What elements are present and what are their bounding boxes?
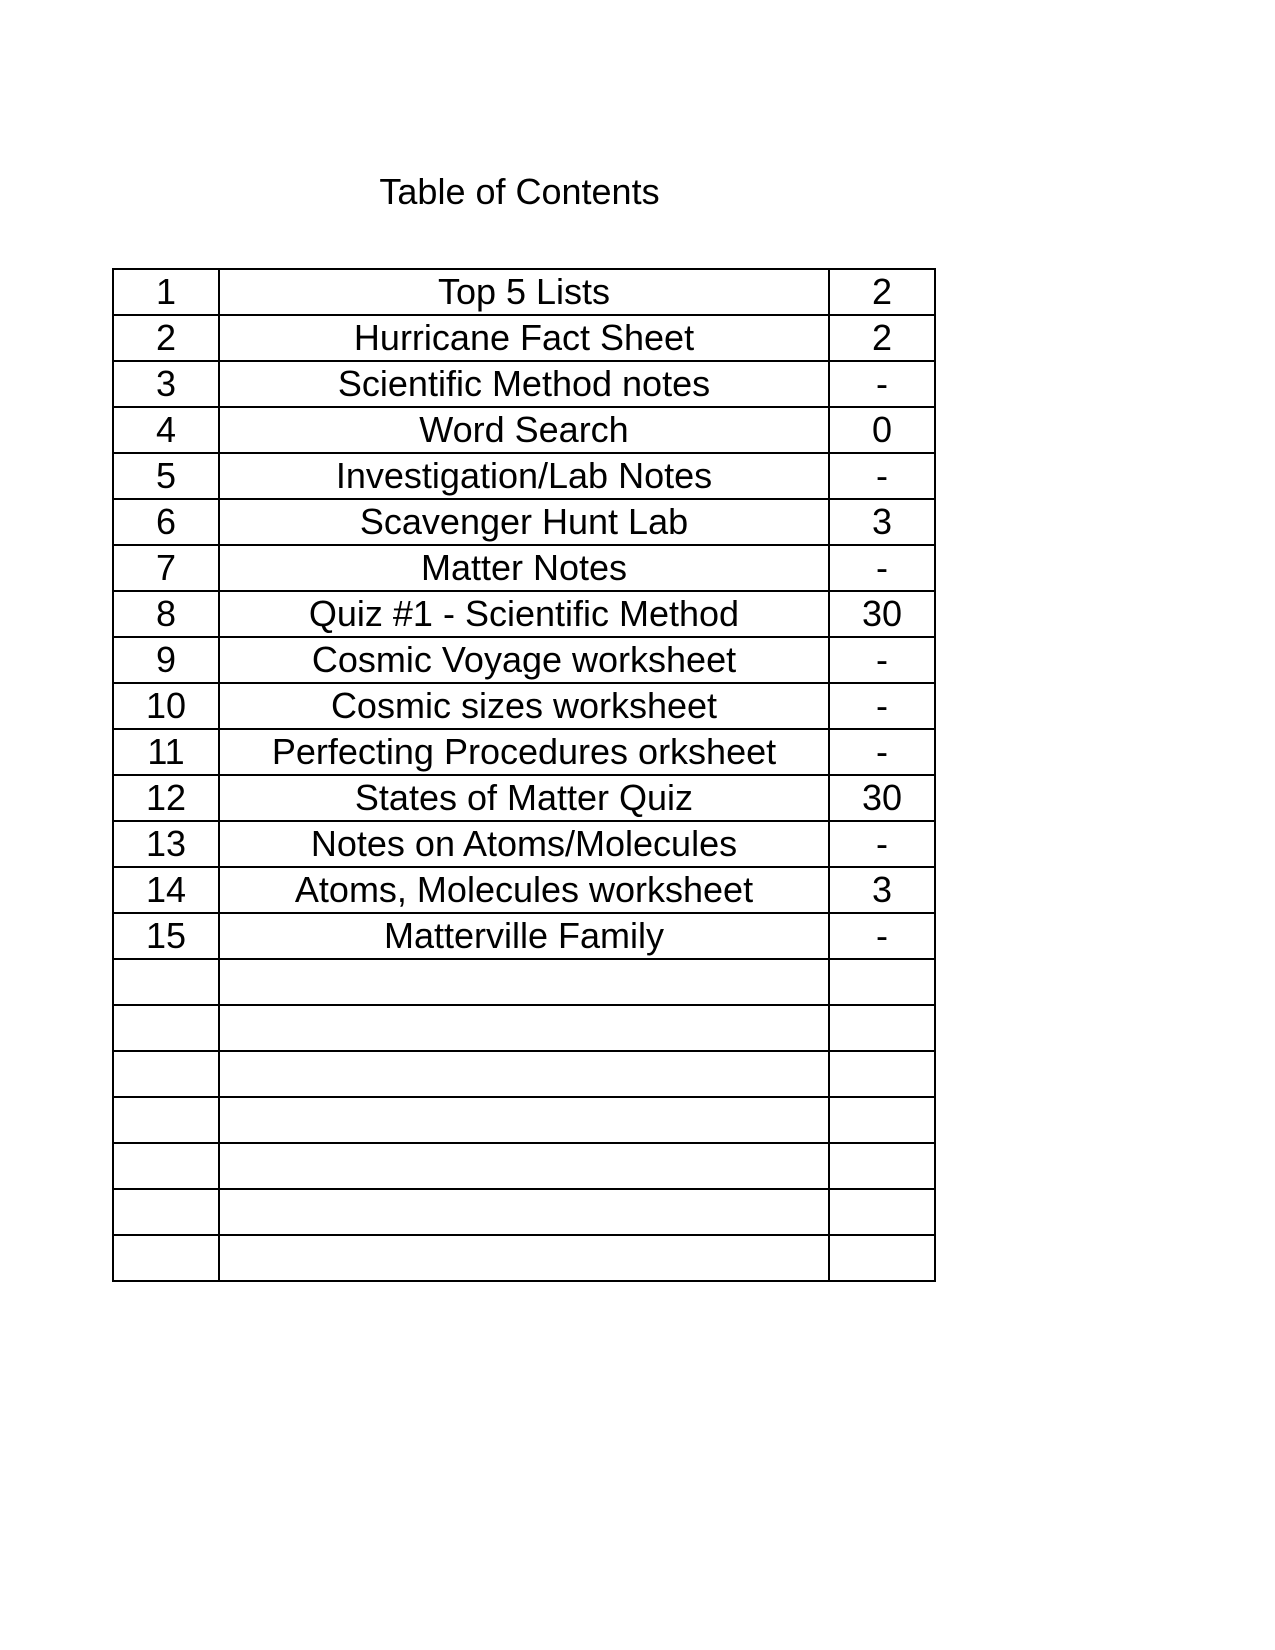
entry-score: 2: [829, 315, 935, 361]
entry-score: [829, 959, 935, 1005]
entry-score: 0: [829, 407, 935, 453]
entry-number: [113, 1143, 219, 1189]
entry-title: Cosmic Voyage worksheet: [219, 637, 829, 683]
entry-number: 1: [113, 269, 219, 315]
table-row: [113, 1005, 935, 1051]
entry-number: [113, 1189, 219, 1235]
entry-score: 30: [829, 775, 935, 821]
table-row: [113, 821, 935, 867]
table-row: [113, 269, 935, 315]
entry-number: [113, 959, 219, 1005]
page-title: Table of Contents: [379, 171, 660, 212]
table-row: [113, 1235, 935, 1281]
entry-score: -: [829, 729, 935, 775]
entry-title: Word Search: [219, 407, 829, 453]
entry-title: Notes on Atoms/Molecules: [219, 821, 829, 867]
entry-title: [219, 1097, 829, 1143]
table-row: [113, 1097, 935, 1143]
table-row: [113, 775, 935, 821]
entry-number: 10: [113, 683, 219, 729]
entry-title: [219, 1143, 829, 1189]
entry-title: Matterville Family: [219, 913, 829, 959]
entry-title: Scientific Method notes: [219, 361, 829, 407]
entry-number: [113, 1235, 219, 1281]
entry-title: [219, 1189, 829, 1235]
entry-title: [219, 1051, 829, 1097]
entry-score: 3: [829, 867, 935, 913]
table-row: [113, 545, 935, 591]
entry-number: 12: [113, 775, 219, 821]
table-row: [113, 499, 935, 545]
entry-number: 15: [113, 913, 219, 959]
entry-number: 14: [113, 867, 219, 913]
entry-score: [829, 1189, 935, 1235]
entry-number: 9: [113, 637, 219, 683]
entry-title: Scavenger Hunt Lab: [219, 499, 829, 545]
table-row: [113, 315, 935, 361]
entry-number: [113, 1005, 219, 1051]
entry-score: -: [829, 453, 935, 499]
entry-title: [219, 1005, 829, 1051]
table-row: [113, 913, 935, 959]
entry-title: [219, 1235, 829, 1281]
entry-title: Quiz #1 - Scientific Method: [219, 591, 829, 637]
entry-score: 30: [829, 591, 935, 637]
entry-score: [829, 1051, 935, 1097]
entry-score: -: [829, 545, 935, 591]
entry-score: -: [829, 821, 935, 867]
entry-title: Cosmic sizes worksheet: [219, 683, 829, 729]
entry-number: 2: [113, 315, 219, 361]
table-row: [113, 361, 935, 407]
entry-number: 5: [113, 453, 219, 499]
table-row: [113, 1051, 935, 1097]
entry-score: -: [829, 637, 935, 683]
table-row: [113, 959, 935, 1005]
table-row: [113, 591, 935, 637]
entry-score: [829, 1235, 935, 1281]
entry-score: -: [829, 913, 935, 959]
entry-title: Hurricane Fact Sheet: [219, 315, 829, 361]
entry-number: [113, 1097, 219, 1143]
entry-title: States of Matter Quiz: [219, 775, 829, 821]
table-row: [113, 637, 935, 683]
entry-number: 4: [113, 407, 219, 453]
entry-score: 2: [829, 269, 935, 315]
entry-number: 6: [113, 499, 219, 545]
entry-number: 8: [113, 591, 219, 637]
entry-title: Atoms, Molecules worksheet: [219, 867, 829, 913]
table-row: [113, 1189, 935, 1235]
entry-title: Matter Notes: [219, 545, 829, 591]
entry-number: 11: [113, 729, 219, 775]
entry-score: -: [829, 361, 935, 407]
entry-title: [219, 959, 829, 1005]
entry-title: Investigation/Lab Notes: [219, 453, 829, 499]
entry-score: [829, 1005, 935, 1051]
table-row: [113, 867, 935, 913]
table-of-contents: [112, 268, 936, 1282]
entry-score: [829, 1143, 935, 1189]
entry-number: 7: [113, 545, 219, 591]
entry-number: [113, 1051, 219, 1097]
entry-number: 3: [113, 361, 219, 407]
table-row: [113, 683, 935, 729]
entry-score: 3: [829, 499, 935, 545]
entry-score: [829, 1097, 935, 1143]
table-row: [113, 453, 935, 499]
table-row: [113, 729, 935, 775]
entry-score: -: [829, 683, 935, 729]
entry-title: Perfecting Procedures orksheet: [219, 729, 829, 775]
table-row: [113, 407, 935, 453]
entry-title: Top 5 Lists: [219, 269, 829, 315]
table-body: [113, 269, 935, 1281]
entry-number: 13: [113, 821, 219, 867]
table-row: [113, 1143, 935, 1189]
